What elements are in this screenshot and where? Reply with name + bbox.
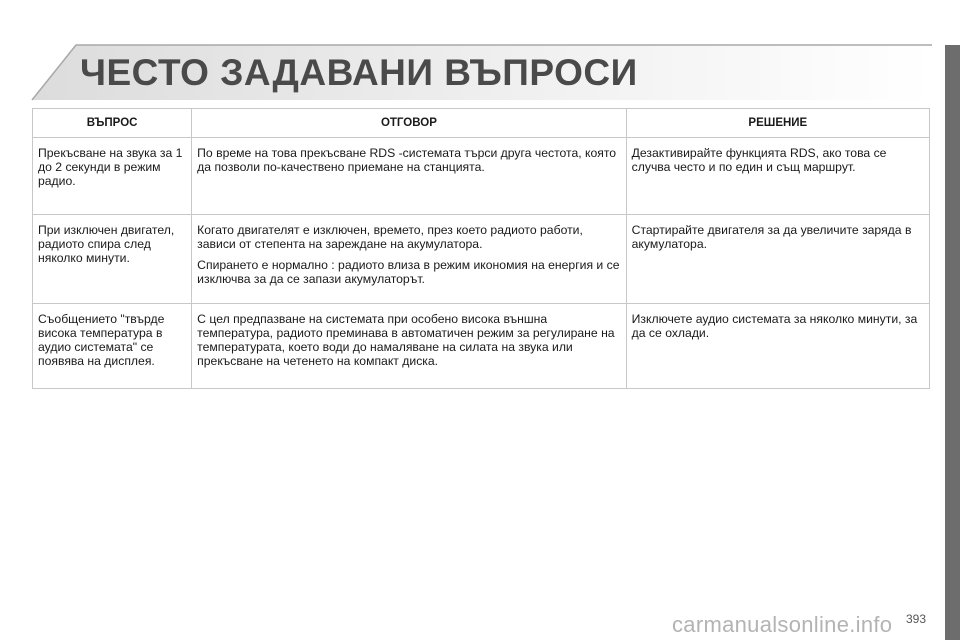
header-question: ВЪПРОС [33, 109, 192, 138]
table-row [33, 138, 930, 215]
table-row [33, 215, 930, 304]
header-solution: РЕШЕНИЕ [626, 109, 929, 138]
answer-paragraph: Спирането е нормално : радиото влиза в режим икономия на енергия и се изключва за да се запази акумулаторът. [197, 258, 620, 286]
header-answer: ОТГОВОР [192, 109, 626, 138]
page-title: ЧЕСТО ЗАДАВАНИ ВЪПРОСИ [80, 52, 638, 93]
question-cell: При изключен двигател, радиото спира след няколко минути. [33, 215, 192, 304]
side-tab-bar [945, 45, 960, 640]
answer-paragraph: Когато двигателят е изключен, времето, през което радиото работи, зависи от степента на зареждане на акумулатора. [197, 223, 583, 251]
answer-paragraph: По време на това прекъсване RDS -системата търси друга честота, която да позволи по-качествено приемане на станцията. [197, 146, 617, 174]
answer-paragraph: С цел предпазване на системата при особено висока външна температура, радиото преминава в автоматичен режим за регулиране на температурата, което води до намаляване на силата на звука или прекъсване на четенето на компакт диска. [197, 312, 615, 368]
faq-table [32, 108, 930, 389]
answer-cell [192, 304, 626, 389]
solution-cell: Изключете аудио системата за няколко минути, за да се охлади. [626, 304, 929, 389]
watermark: carmanualsonline.info [672, 612, 893, 637]
solution-cell: Стартирайте двигателя за да увеличите заряда в акумулатора. [626, 215, 929, 304]
page-number: 393 [906, 612, 927, 626]
table-row [33, 304, 930, 389]
table-header-row [33, 109, 930, 138]
question-cell: Прекъсване на звука за 1 до 2 секунди в режим радио. [33, 138, 192, 215]
question-cell: Съобщението "твърде висока температура в аудио системата" се появява на дисплея. [33, 304, 192, 389]
solution-cell: Дезактивирайте функцията RDS, ако това се случва често и по един и същ маршрут. [626, 138, 929, 215]
answer-cell [192, 138, 626, 215]
answer-cell [192, 215, 626, 304]
